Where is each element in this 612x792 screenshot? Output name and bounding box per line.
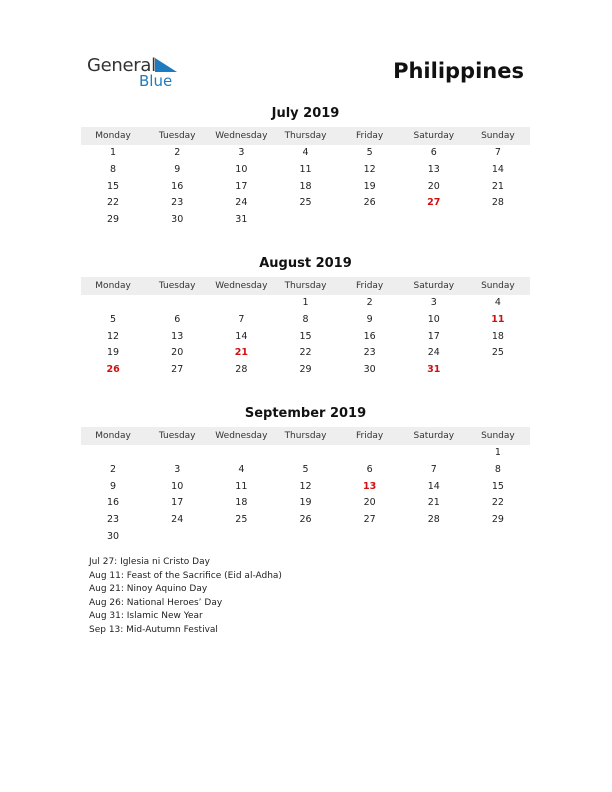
week-row [81, 445, 530, 462]
day-cell: 3 [430, 297, 437, 308]
day-cell: 11 [235, 480, 248, 492]
day-cell: 21 [491, 180, 504, 192]
day-cell: 7 [494, 147, 501, 158]
day-cell: 20 [363, 497, 376, 509]
day-cell: 2 [174, 147, 181, 158]
day-cell: 16 [363, 330, 376, 342]
day-cell: 20 [427, 180, 440, 192]
day-cell: 9 [366, 313, 373, 325]
day-cell: 9 [174, 163, 181, 175]
day-cell: 30 [171, 214, 184, 226]
day-cell: 6 [366, 463, 373, 475]
day-cell: 14 [491, 163, 504, 175]
week-row [81, 512, 530, 529]
day-cell: 6 [430, 147, 437, 158]
day-cell: 29 [299, 364, 312, 376]
week-row [81, 145, 530, 162]
weekday-label: Friday [355, 281, 384, 291]
weekday-label: Monday [95, 281, 131, 291]
month-july [81, 105, 530, 229]
logo-blue-text: Blue [139, 72, 173, 90]
month-title: September 2019 [244, 406, 367, 421]
day-cell: 13 [171, 330, 184, 342]
week-row [81, 312, 530, 329]
day-cell: 16 [171, 180, 184, 192]
weekday-label: Tuesday [158, 431, 196, 441]
day-cell: 4 [238, 463, 245, 475]
month-september [81, 405, 530, 546]
holiday-day-cell: 31 [427, 364, 441, 376]
day-cell [209, 529, 273, 546]
day-cell: 2 [366, 297, 373, 308]
week-row [81, 212, 530, 229]
day-cell: 8 [110, 163, 117, 175]
holiday-note: Aug 11: Feast of the Sacrifice (Eid al-Adha) [89, 570, 282, 581]
weekday-label: Thursday [284, 131, 327, 141]
day-cell: 3 [174, 463, 181, 475]
weekday-label: Saturday [413, 431, 455, 441]
day-cell: 5 [110, 313, 117, 325]
day-cell: 29 [491, 514, 504, 526]
day-cell: 1 [494, 447, 501, 458]
day-cell: 25 [235, 514, 248, 526]
weekday-label: Sunday [481, 281, 515, 291]
weekday-label: Tuesday [158, 281, 196, 291]
weekday-label: Friday [355, 431, 384, 441]
day-cell: 26 [299, 514, 312, 526]
day-cell: 1 [110, 147, 117, 158]
week-row [81, 162, 530, 179]
week-row [81, 462, 530, 479]
logo-triangle-icon [155, 58, 177, 72]
day-cell: 30 [107, 530, 120, 542]
week-row [81, 362, 530, 379]
weekday-label: Thursday [284, 281, 327, 291]
weekday-label: Saturday [413, 131, 455, 141]
day-cell: 24 [235, 197, 248, 209]
day-cell: 10 [235, 163, 248, 175]
day-cell: 24 [171, 514, 184, 526]
week-row [81, 329, 530, 346]
day-cell: 14 [427, 480, 440, 492]
weekday-label: Wednesday [215, 281, 268, 291]
day-cell [209, 445, 273, 462]
month-title: July 2019 [271, 106, 340, 121]
day-cell [466, 529, 530, 546]
day-cell: 23 [363, 347, 376, 359]
day-cell: 19 [363, 180, 376, 192]
day-cell: 14 [235, 330, 248, 342]
holiday-day-cell: 27 [427, 197, 441, 209]
day-cell: 16 [107, 497, 120, 509]
day-cell: 7 [430, 463, 437, 475]
day-cell: 5 [366, 147, 373, 158]
weekday-label: Saturday [413, 281, 455, 291]
day-cell: 15 [107, 180, 120, 192]
day-cell [273, 529, 337, 546]
day-cell: 30 [363, 364, 376, 376]
day-cell [466, 212, 530, 229]
weekday-header-row [81, 277, 530, 295]
weekday-header-row [81, 127, 530, 145]
week-row [81, 295, 530, 312]
day-cell: 24 [427, 347, 440, 359]
day-cell: 7 [238, 313, 245, 325]
day-cell: 13 [427, 163, 440, 175]
day-cell: 4 [494, 297, 501, 308]
day-cell [402, 212, 466, 229]
week-row [81, 179, 530, 196]
day-cell [338, 212, 402, 229]
day-cell: 28 [491, 197, 504, 209]
month-august [81, 255, 530, 379]
day-cell [209, 295, 273, 312]
day-cell [466, 362, 530, 379]
day-cell: 3 [238, 147, 245, 158]
holiday-note: Jul 27: Iglesia ni Cristo Day [89, 557, 210, 567]
day-cell: 29 [107, 214, 120, 226]
day-cell [145, 295, 209, 312]
weekday-label: Monday [95, 431, 131, 441]
day-cell: 11 [299, 163, 312, 175]
day-cell: 17 [427, 330, 440, 342]
day-cell: 26 [363, 197, 376, 209]
day-cell: 28 [235, 364, 248, 376]
week-row [81, 495, 530, 512]
day-cell: 18 [299, 180, 312, 192]
day-cell: 22 [107, 197, 120, 209]
day-cell: 12 [107, 330, 120, 342]
day-cell [145, 445, 209, 462]
day-cell [402, 529, 466, 546]
day-cell: 15 [491, 480, 504, 492]
weekday-label: Sunday [481, 131, 515, 141]
holiday-note: Aug 26: National Heroes’ Day [89, 597, 223, 608]
week-row [81, 345, 530, 362]
day-cell [81, 445, 145, 462]
day-cell: 19 [299, 497, 312, 509]
day-cell: 23 [107, 514, 120, 526]
day-cell: 15 [299, 330, 312, 342]
day-cell: 4 [302, 147, 309, 158]
day-cell: 27 [363, 514, 376, 526]
day-cell: 6 [174, 313, 181, 325]
holiday-day-cell: 13 [363, 480, 377, 492]
day-cell [81, 295, 145, 312]
day-cell: 31 [235, 214, 248, 226]
day-cell: 25 [491, 347, 504, 359]
holiday-note: Aug 31: Islamic New Year [89, 611, 203, 622]
day-cell: 23 [171, 197, 184, 209]
week-row [81, 195, 530, 212]
day-cell: 21 [427, 497, 440, 509]
day-cell: 18 [491, 330, 504, 342]
day-cell [402, 445, 466, 462]
day-cell [273, 445, 337, 462]
day-cell: 2 [110, 463, 117, 475]
day-cell: 10 [171, 480, 184, 492]
day-cell: 8 [494, 463, 501, 475]
holiday-day-cell: 26 [106, 364, 120, 376]
weekday-label: Thursday [284, 431, 327, 441]
holiday-day-cell: 11 [491, 313, 505, 325]
day-cell: 17 [235, 180, 248, 192]
day-cell: 19 [107, 347, 120, 359]
day-cell [338, 529, 402, 546]
day-cell: 5 [302, 463, 309, 475]
day-cell [273, 212, 337, 229]
day-cell: 22 [491, 497, 504, 509]
day-cell: 20 [171, 347, 184, 359]
logo [87, 55, 187, 91]
day-cell: 17 [171, 497, 184, 509]
holiday-note: Sep 13: Mid-Autumn Festival [89, 624, 218, 635]
day-cell: 12 [299, 480, 312, 492]
day-cell: 18 [235, 497, 248, 509]
weekday-label: Tuesday [158, 131, 196, 141]
holiday-note: Aug 21: Ninoy Aquino Day [89, 584, 208, 595]
day-cell [338, 445, 402, 462]
weekday-label: Wednesday [215, 131, 268, 141]
week-row [81, 479, 530, 496]
weekday-header-row [81, 427, 530, 445]
month-title: August 2019 [259, 256, 352, 271]
day-cell: 27 [171, 364, 184, 376]
day-cell: 10 [427, 313, 440, 325]
day-cell [145, 529, 209, 546]
day-cell: 22 [299, 347, 312, 359]
day-cell: 9 [110, 480, 117, 492]
day-cell: 28 [427, 514, 440, 526]
weekday-label: Sunday [481, 431, 515, 441]
week-row [81, 529, 530, 546]
day-cell: 12 [363, 163, 376, 175]
weekday-label: Monday [95, 131, 131, 141]
day-cell: 25 [299, 197, 312, 209]
day-cell: 1 [302, 297, 309, 308]
holiday-day-cell: 21 [234, 347, 248, 359]
holiday-notes [89, 556, 282, 638]
country-title: Philippines [393, 59, 524, 83]
weekday-label: Wednesday [215, 431, 268, 441]
weekday-label: Friday [355, 131, 384, 141]
logo-general-text: General [87, 55, 156, 76]
day-cell: 8 [302, 313, 309, 325]
